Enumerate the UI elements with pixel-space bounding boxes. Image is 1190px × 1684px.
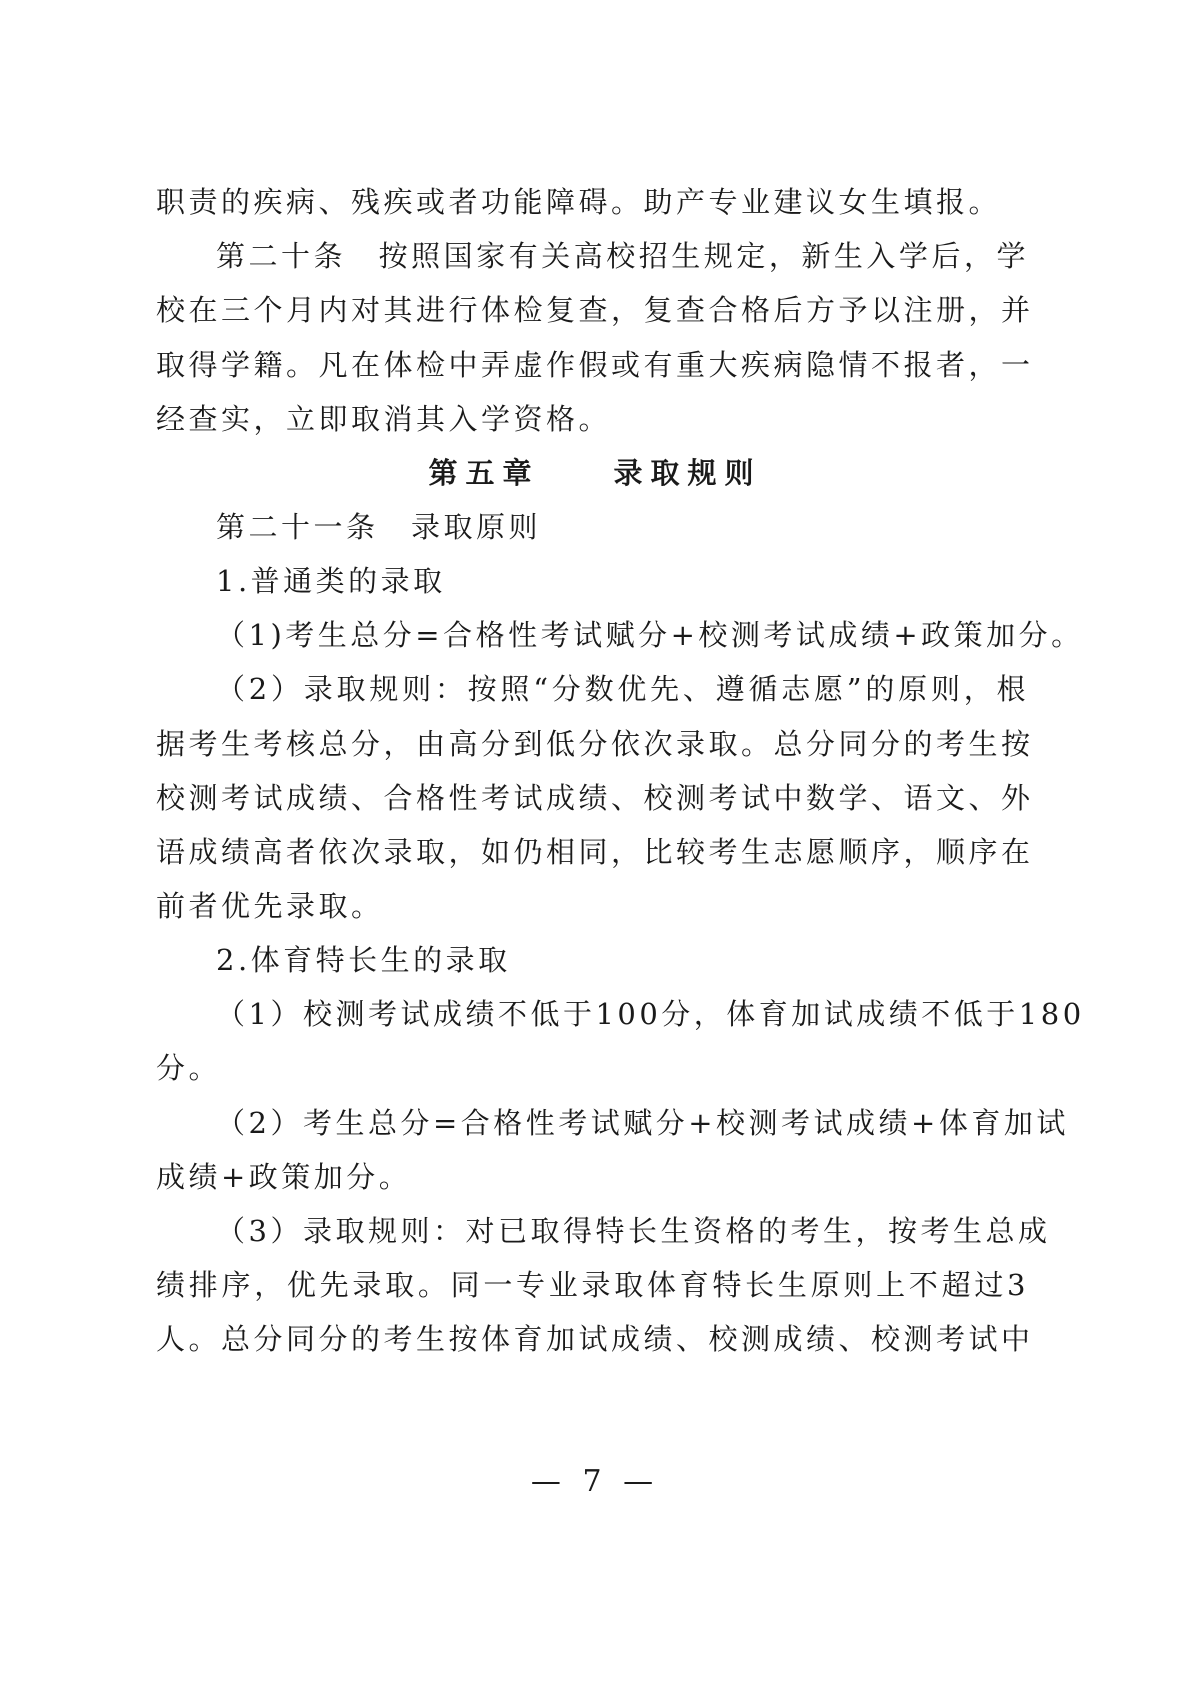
chapter-heading: 第五章 录取规则 [428, 456, 762, 490]
body-text-line: 人。总分同分的考生按体育加试成绩、校测成绩、校测考试中 [156, 1322, 1034, 1356]
body-text-line: （2）考生总分=合格性考试赋分+校测考试成绩+体育加试 [216, 1106, 1069, 1140]
body-text-line: 职责的疾病、残疾或者功能障碍。助产专业建议女生填报。 [156, 185, 1002, 219]
body-text-line: 经查实，立即取消其入学资格。 [156, 402, 612, 436]
body-text-line: 成绩+政策加分。 [156, 1160, 412, 1194]
body-text-line: （1）校测考试成绩不低于100分，体育加试成绩不低于180 [216, 997, 1085, 1031]
body-text-line: 语成绩高者依次录取，如仍相同，比较考生志愿顺序，顺序在 [156, 835, 1034, 869]
body-text-line: 前者优先录取。 [156, 889, 384, 923]
section-heading: 2.体育特长生的录取 [216, 943, 511, 977]
article-21-line: 第二十一条 录取原则 [216, 510, 542, 544]
article-20-line: 第二十条 按照国家有关高校招生规定，新生入学后，学 [216, 239, 1029, 273]
body-text-line: 据考生考核总分，由高分到低分依次录取。总分同分的考生按 [156, 727, 1034, 761]
body-text-line: 校在三个月内对其进行体检复查，复查合格后方予以注册，并 [156, 293, 1034, 327]
body-text-line: 校测考试成绩、合格性考试成绩、校测考试中数学、语文、外 [156, 781, 1034, 815]
body-text-line: （3）录取规则：对已取得特长生资格的考生，按考生总成 [216, 1214, 1051, 1248]
body-text-line: （2）录取规则：按照“分数优先、遵循志愿”的原则，根 [216, 672, 1029, 706]
body-text-line: 取得学籍。凡在体检中弄虚作假或有重大疾病隐情不报者，一 [156, 348, 1034, 382]
section-heading: 1.普通类的录取 [216, 564, 446, 598]
body-text-line: 绩排序，优先录取。同一专业录取体育特长生原则上不超过3 [156, 1268, 1029, 1302]
page-number: — 7 — [530, 1464, 660, 1499]
body-text-line: （1)考生总分=合格性考试赋分+校测考试成绩+政策加分。 [216, 618, 1084, 652]
body-text-line: 分。 [156, 1051, 222, 1085]
